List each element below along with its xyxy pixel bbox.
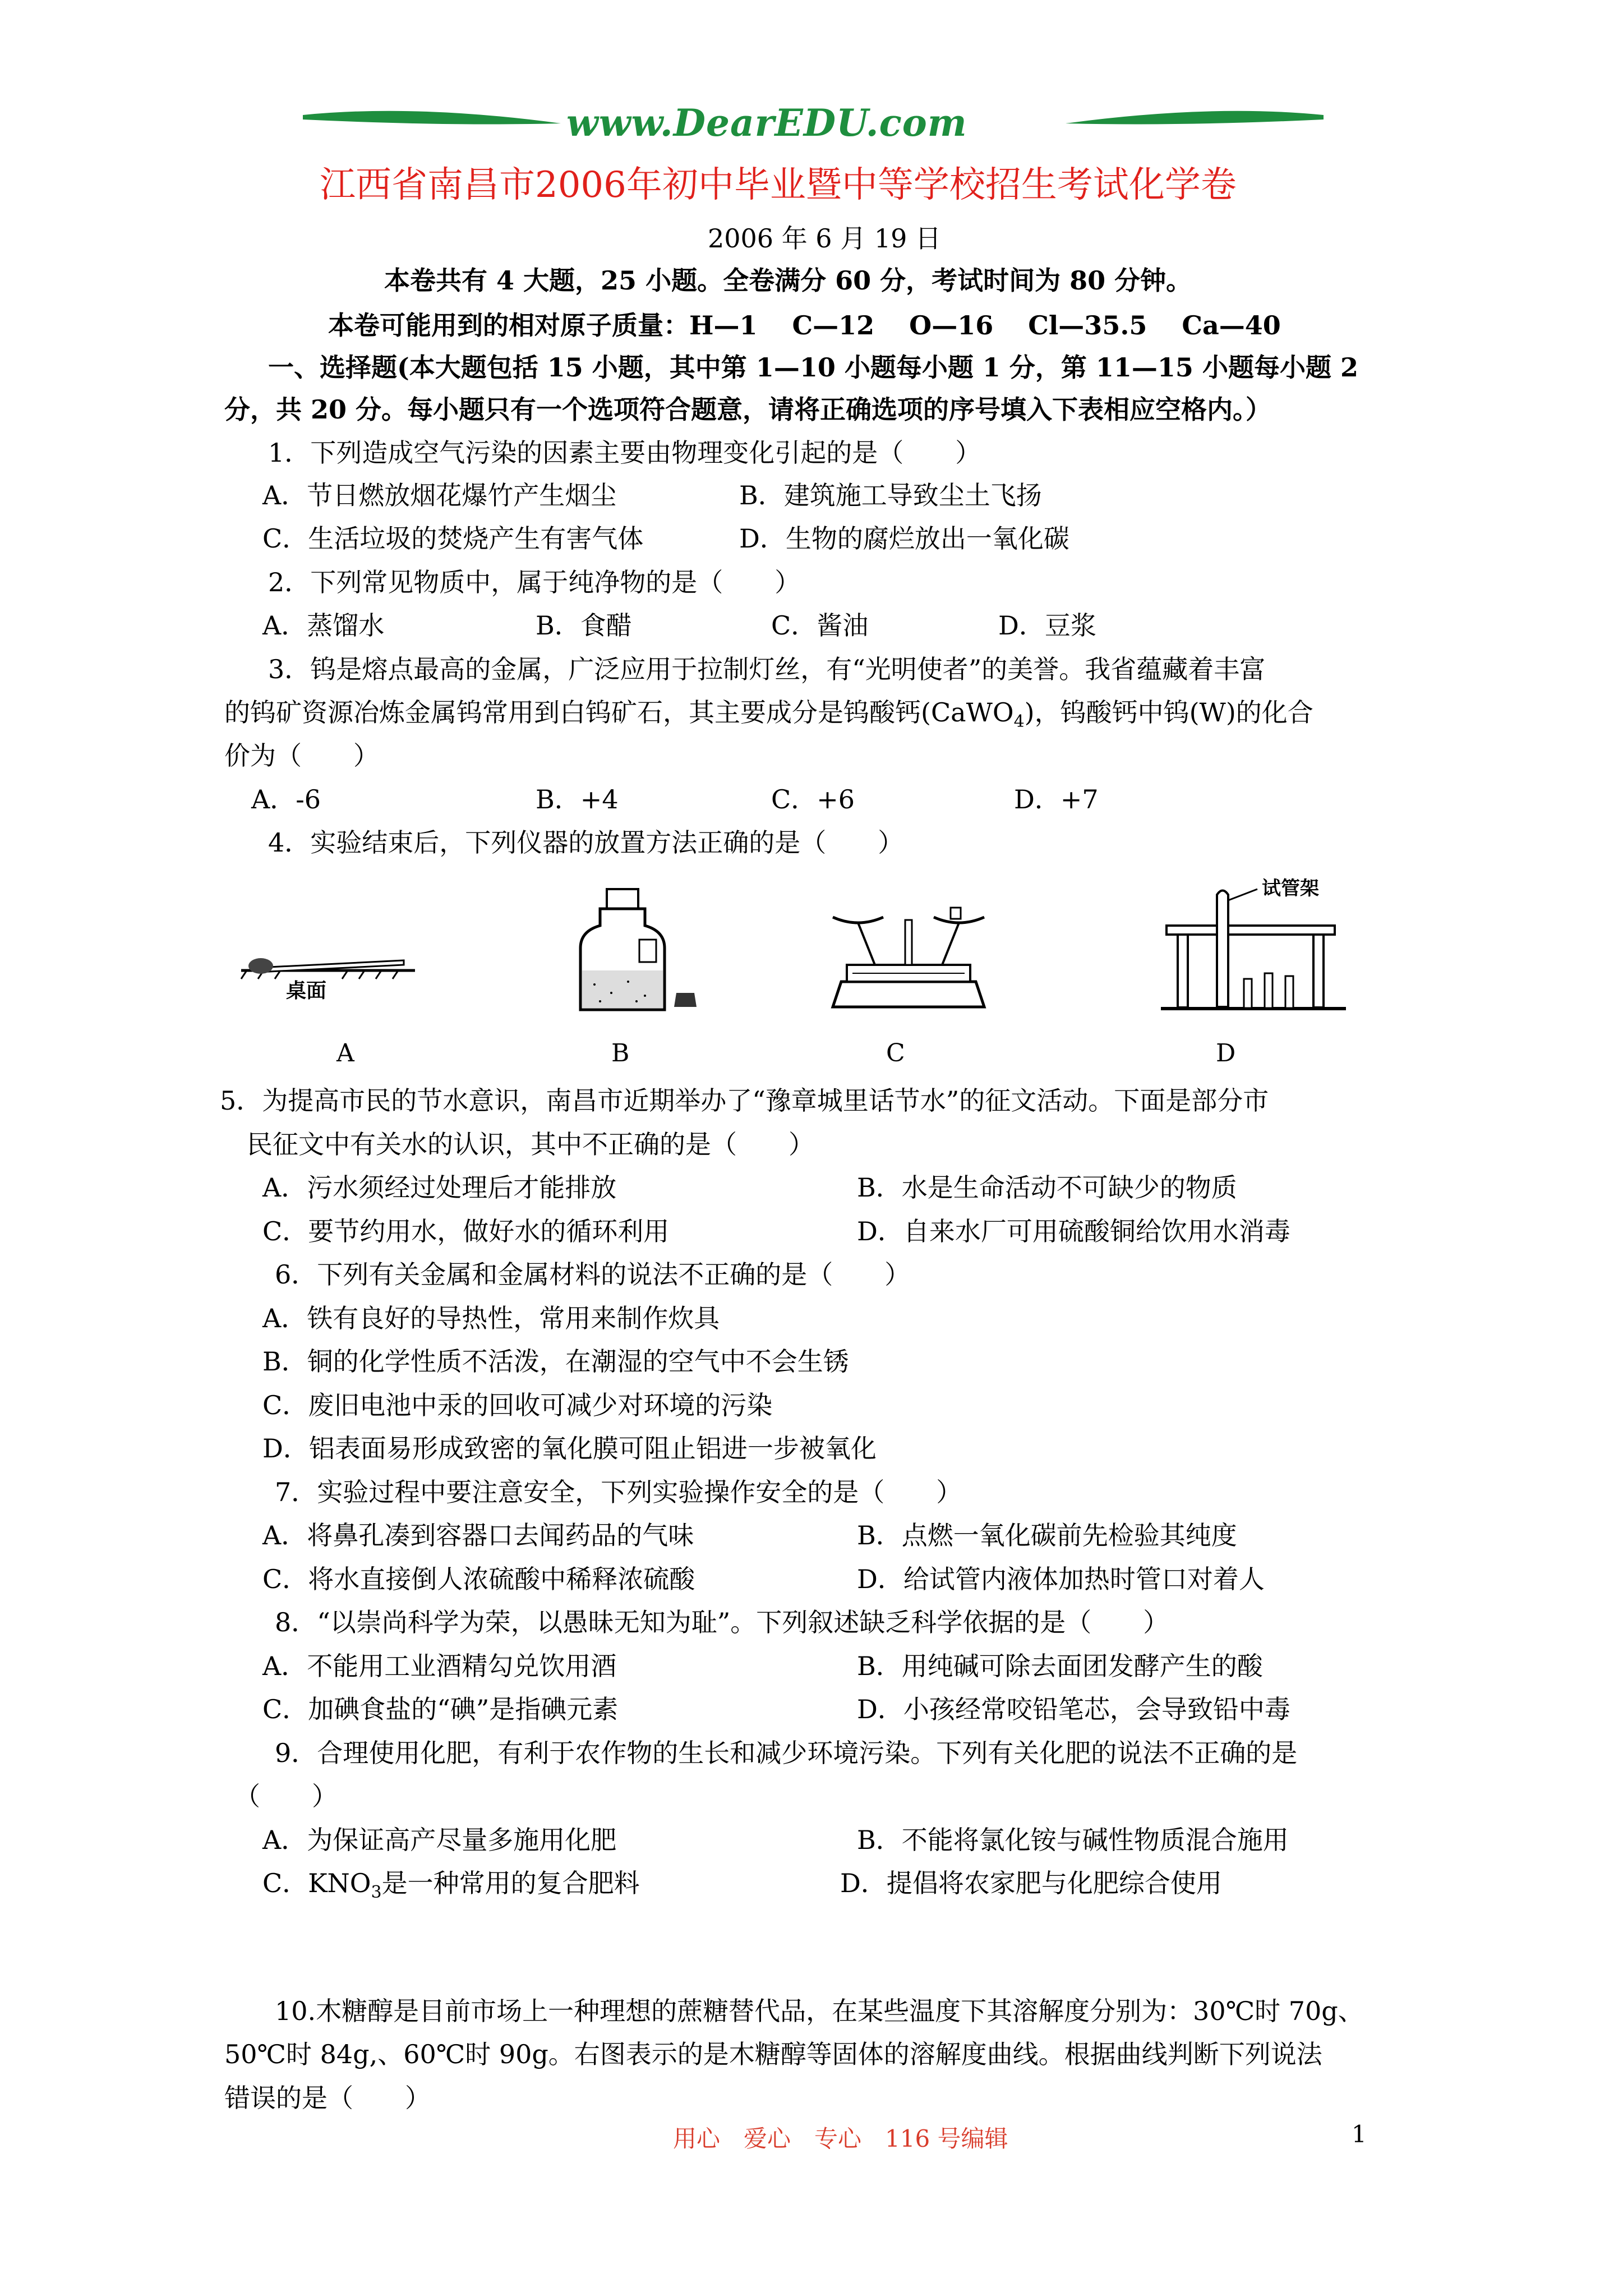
q5-option-b: B．水是生命活动不可缺少的物质 xyxy=(857,1172,1237,1203)
exam-info-2: 本卷可能用到的相对原子质量：H—1 C—12 O—16 Cl—35.5 Ca—40 xyxy=(328,310,1281,341)
q4-label-c: C xyxy=(886,1039,905,1068)
q7-option-b: B．点燃一氧化碳前先检验其纯度 xyxy=(857,1520,1237,1550)
q10-stem-line3: 错误的是（ ） xyxy=(224,2083,431,2113)
q4-figure-a xyxy=(236,926,421,1010)
q4-stem: 4．实验结束后，下列仪器的放置方法正确的是（ ） xyxy=(268,827,904,858)
section1-heading-cont: 分，共 20 分。每小题只有一个选项符合题意，请将正确选项的序号填入下表相应空格内。） xyxy=(224,394,1272,425)
exam-title: 江西省南昌市2006年初中毕业暨中等学校招生考试化学卷 xyxy=(320,164,1237,206)
q1-option-c: C．生活垃圾的焚烧产生有害气体 xyxy=(262,523,644,554)
q8-option-c: C．加碘食盐的“碘”是指碘元素 xyxy=(262,1694,619,1724)
q5-option-a: A．污水须经过处理后才能排放 xyxy=(262,1172,617,1203)
q5-stem-line1: 5．为提高市民的节水意识，南昌市近期举办了“豫章城里话节水”的征文活动。下面是部分市 xyxy=(220,1085,1269,1116)
q1-option-a: A．节日燃放烟花爆竹产生烟尘 xyxy=(262,480,617,510)
q9-stem-line2: （ ） xyxy=(234,1781,338,1811)
q2-option-d: D．豆浆 xyxy=(998,610,1096,641)
q4-label-d: D xyxy=(1216,1039,1236,1068)
q5-option-c: C．要节约用水，做好水的循环利用 xyxy=(262,1216,670,1246)
q9-option-c: C．$KNO_3$是一种常用的复合肥料 xyxy=(262,1868,640,1903)
q10-stem-line1: 10.木糖醇是目前市场上一种理想的蔗糖替代品，在某些温度下其溶解度分别为：30℃时 70g、 xyxy=(275,1996,1364,2026)
q7-option-d: D．给试管内液体加热时管口对着人 xyxy=(857,1564,1265,1594)
q6-stem: 6．下列有关金属和金属材料的说法不正确的是（ ） xyxy=(275,1259,911,1290)
q3-option-a: A．-6 xyxy=(251,784,321,815)
q6-option-a: A．铁有良好的导热性，常用来制作炊具 xyxy=(262,1303,720,1333)
q9-option-d: D．提倡将农家肥与化肥综合使用 xyxy=(840,1868,1222,1898)
exam-info-1: 本卷共有 4 大题，25 小题。全卷满分 60 分，考试时间为 80 分钟。 xyxy=(384,265,1192,296)
q2-option-c: C．酱油 xyxy=(771,610,869,641)
q1-option-b: B．建筑施工导致尘土飞扬 xyxy=(739,480,1042,510)
q3-stem-line2: 的钨矿资源冶炼金属钨常用到白钨矿石，其主要成分是钨酸钙(CaWO$_4$)，钨酸钙中钨(W)的化合 xyxy=(224,697,1313,732)
q1-stem: 1．下列造成空气污染的因素主要由物理变化引起的是（ ） xyxy=(268,438,981,468)
q6-option-b: B．铜的化学性质不活泼，在潮湿的空气中不会生锈 xyxy=(262,1346,849,1377)
q3-stem-line1: 3．钨是熔点最高的金属，广泛应用于拉制灯丝，有“光明使者”的美誉。我省蕴藏着丰富 xyxy=(268,654,1266,684)
site-logo: www.DearEDU.com xyxy=(566,101,967,145)
q10-stem-line2: 50℃时 84g,、60℃时 90g。右图表示的是木糖醇等固体的溶解度曲线。根据曲线判断下列说法 xyxy=(224,2039,1322,2069)
exam-date: 2006 年 6 月 19 日 xyxy=(708,223,941,254)
q8-stem: 8．“以崇尚科学为荣，以愚昧无知为耻”。下列叙述缺乏科学依据的是（ ） xyxy=(275,1607,1169,1637)
q4-figure-d xyxy=(1155,872,1357,1013)
q7-stem: 7．实验过程中要注意安全，下列实验操作安全的是（ ） xyxy=(275,1477,962,1507)
q4-label-a: A xyxy=(336,1039,354,1068)
q4-fig-a-label-desk: 桌面 xyxy=(286,979,327,1002)
q4-figure-b xyxy=(566,886,701,1015)
q2-option-a: A．蒸馏水 xyxy=(262,610,385,641)
q6-option-d: D．铝表面易形成致密的氧化膜可阻止铝进一步被氧化 xyxy=(262,1433,877,1464)
page-footer: 用心 爱心 专心 116 号编辑 xyxy=(673,2125,1008,2152)
q5-option-d: D．自来水厂可用硫酸铜给饮用水消毒 xyxy=(857,1216,1290,1246)
q9-option-a: A．为保证高产尽量多施用化肥 xyxy=(262,1825,617,1855)
q6-option-c: C．废旧电池中汞的回收可减少对环境的污染 xyxy=(262,1390,773,1420)
q3-option-d: D．+7 xyxy=(1014,784,1099,815)
q3-option-c: C．+6 xyxy=(771,784,855,815)
q4-fig-d-label-rack: 试管架 xyxy=(1262,877,1319,900)
q7-option-a: A．将鼻孔凑到容器口去闻药品的气味 xyxy=(262,1520,694,1550)
q2-stem: 2．下列常见物质中，属于纯净物的是（ ） xyxy=(268,567,801,597)
q8-option-b: B．用纯碱可除去面团发酵产生的酸 xyxy=(857,1651,1263,1681)
q7-option-c: C．将水直接倒人浓硫酸中稀释浓硫酸 xyxy=(262,1564,695,1594)
q8-option-a: A．不能用工业酒精勾兑饮用酒 xyxy=(262,1651,617,1681)
q4-figure-c xyxy=(824,898,993,1015)
q3-stem-line3: 价为（ ） xyxy=(224,740,379,771)
q1-option-d: D．生物的腐烂放出一氧化碳 xyxy=(739,523,1069,554)
q8-option-d: D．小孩经常咬铅笔芯，会导致铅中毒 xyxy=(857,1694,1290,1724)
section1-heading: 一、选择题(本大题包括 15 小题，其中第 1—10 小题每小题 1 分，第 11—15 小题每小题 2 xyxy=(268,352,1358,383)
q3-option-b: B．+4 xyxy=(536,784,619,815)
q9-stem-line1: 9．合理使用化肥，有利于农作物的生长和减少环境污染。下列有关化肥的说法不正确的是 xyxy=(275,1738,1298,1768)
q5-stem-line2: 民征文中有关水的认识，其中不正确的是（ ） xyxy=(247,1129,814,1159)
page-number: 1 xyxy=(1352,2120,1367,2148)
q9-option-b: B．不能将氯化铵与碱性物质混合施用 xyxy=(857,1825,1289,1855)
q2-option-b: B．食醋 xyxy=(536,610,632,641)
q4-label-b: B xyxy=(611,1039,630,1068)
